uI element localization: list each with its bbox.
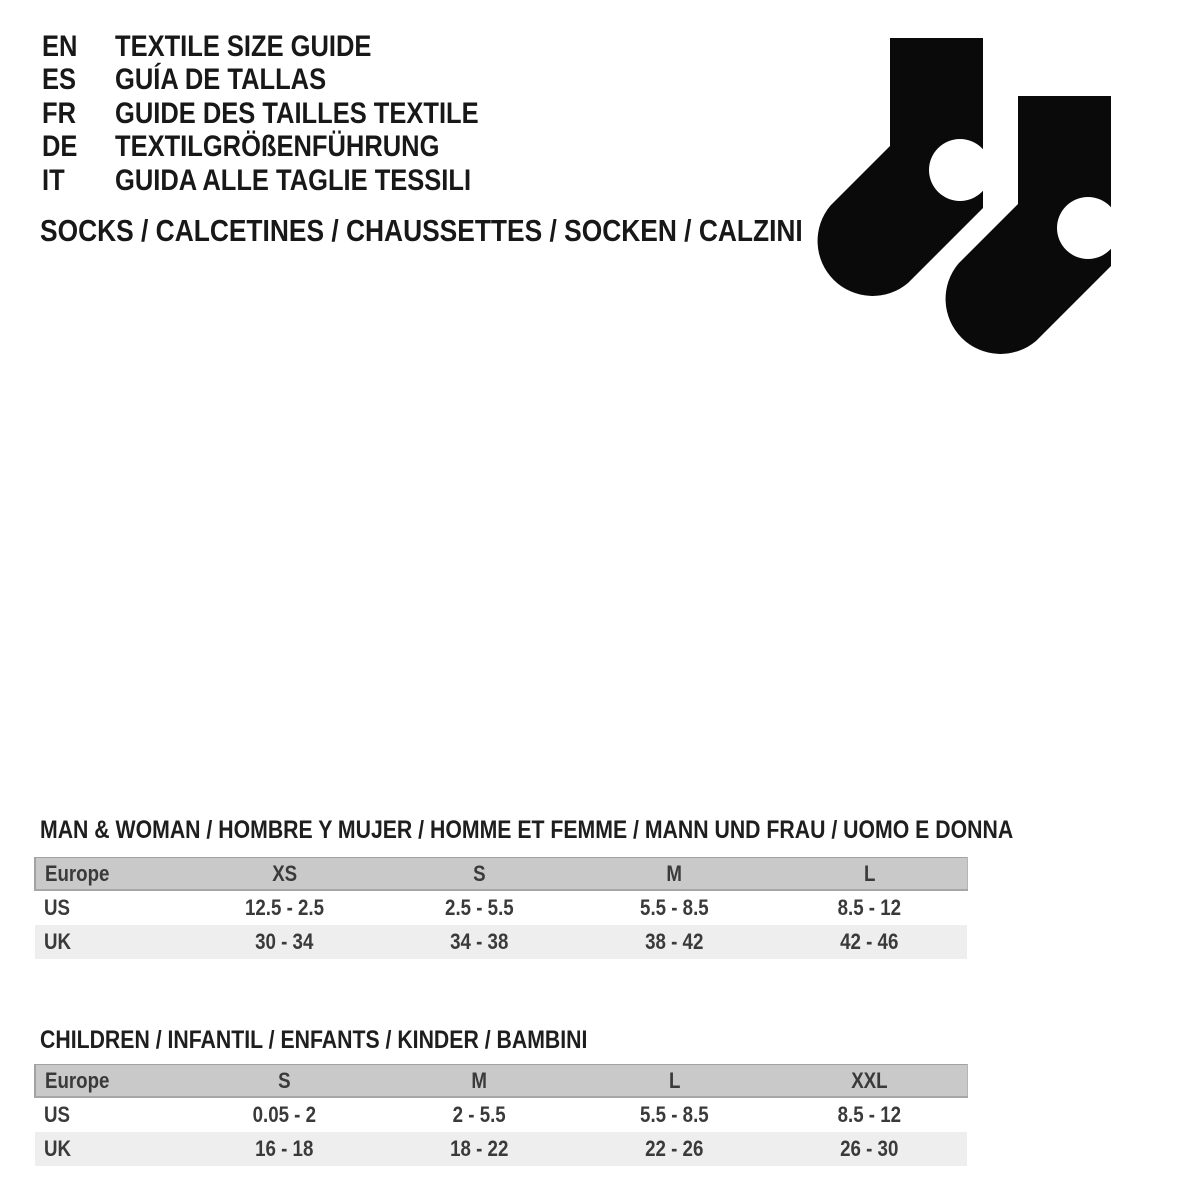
size-cell: 2.5 - 5.5	[382, 890, 577, 925]
size-cell: 5.5 - 8.5	[577, 1097, 772, 1132]
size-cell: 42 - 46	[772, 925, 967, 959]
size-cell: 38 - 42	[577, 925, 772, 959]
lang-row-fr	[42, 97, 543, 130]
region-cell: US	[35, 1097, 187, 1132]
region-cell: UK	[35, 925, 187, 959]
size-cell: 8.5 - 12	[772, 890, 967, 925]
size-cell: 0.05 - 2	[187, 1097, 382, 1132]
table-header-row	[35, 858, 967, 891]
lang-row-it	[42, 164, 543, 197]
header-cell-size: M	[382, 1065, 577, 1098]
size-cell: 26 - 30	[772, 1132, 967, 1166]
table-row-uk	[35, 925, 967, 959]
region-cell: UK	[35, 1132, 187, 1166]
header-cell-region: Europe	[35, 858, 187, 891]
header-cell-size: S	[187, 1065, 382, 1098]
lang-title: GUÍA DE TALLAS	[115, 63, 327, 97]
size-cell: 16 - 18	[187, 1132, 382, 1166]
table-row-us	[35, 1097, 967, 1132]
table-row-us	[35, 890, 967, 925]
header-cell-size: L	[772, 858, 967, 891]
section-title-children: CHILDREN / INFANTIL / ENFANTS / KINDER / BAMBINI	[40, 1026, 588, 1054]
lang-code: IT	[42, 163, 65, 197]
size-cell: 34 - 38	[382, 925, 577, 959]
size-cell: 8.5 - 12	[772, 1097, 967, 1132]
header-cell-size: S	[382, 858, 577, 891]
lang-code: DE	[42, 130, 78, 164]
header-cell-size: M	[577, 858, 772, 891]
header-cell-size: XS	[187, 858, 382, 891]
lang-title: TEXTILE SIZE GUIDE	[115, 30, 372, 63]
region-cell: US	[35, 890, 187, 925]
lang-code: FR	[42, 96, 76, 130]
size-cell: 5.5 - 8.5	[577, 890, 772, 925]
header-cell-size: L	[577, 1065, 772, 1098]
size-cell: 30 - 34	[187, 925, 382, 959]
lang-title: TEXTILGRÖßENFÜHRUNG	[115, 130, 440, 164]
size-cell: 12.5 - 2.5	[187, 890, 382, 925]
lang-title: GUIDE DES TAILLES TEXTILE	[115, 96, 479, 130]
section-title-man-woman: MAN & WOMAN / HOMBRE Y MUJER / HOMME ET FEMME / MANN UND FRAU / UOMO E DONNA	[40, 816, 1014, 844]
table-row-uk	[35, 1132, 967, 1166]
size-cell: 22 - 26	[577, 1132, 772, 1166]
table-header-row	[35, 1065, 967, 1098]
size-cell: 2 - 5.5	[382, 1097, 577, 1132]
lang-title: GUIDA ALLE TAGLIE TESSILI	[115, 163, 472, 197]
header-cell-size: XXL	[772, 1065, 967, 1098]
size-table-man-woman	[34, 857, 968, 959]
lang-code: ES	[42, 63, 77, 97]
size-table-children	[34, 1064, 968, 1166]
size-cell: 18 - 22	[382, 1132, 577, 1166]
lang-row-de	[42, 130, 543, 163]
lang-code: EN	[42, 30, 78, 63]
header-cell-region: Europe	[35, 1065, 187, 1098]
product-category-title: SOCKS / CALCETINES / CHAUSSETTES / SOCKEN / CALZINI	[40, 213, 803, 248]
language-title-list	[42, 30, 543, 197]
socks-icon	[780, 38, 1130, 368]
lang-row-es	[42, 63, 543, 96]
lang-row-en	[42, 30, 543, 63]
